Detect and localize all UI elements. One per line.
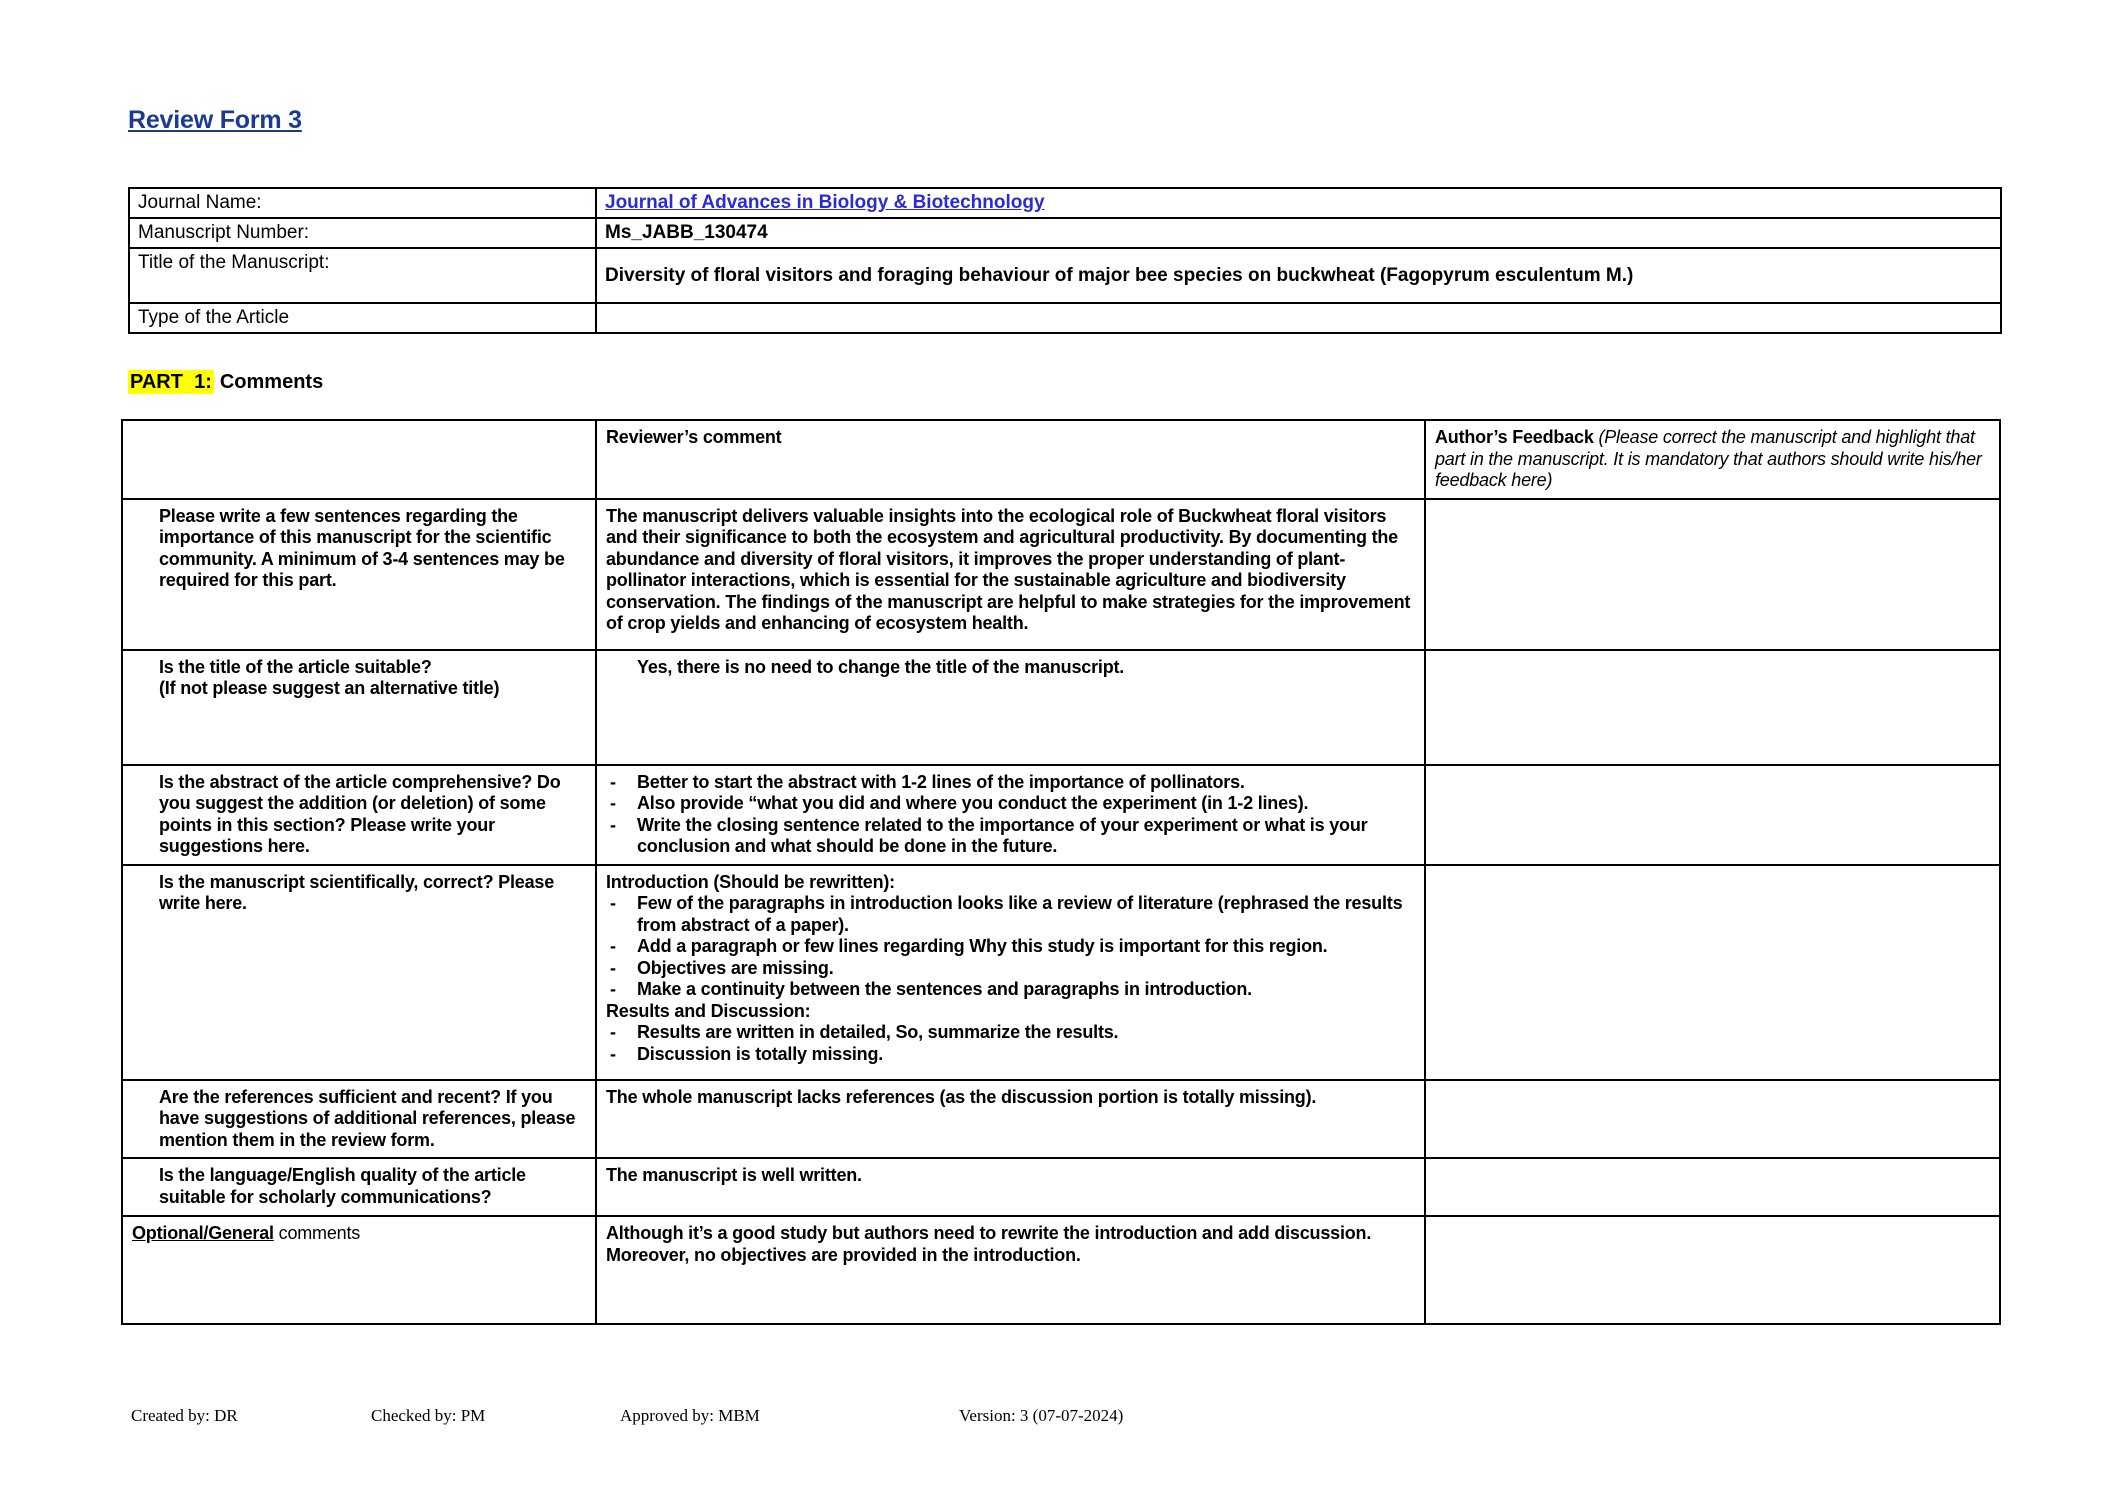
footer-version: Version: 3 (07-07-2024) (959, 1406, 1124, 1425)
header-question-cell (122, 420, 596, 499)
dash-bullet-icon: - (610, 957, 616, 978)
bullet-text: Add a paragraph or few lines regarding Why this study is important for this region. (637, 936, 1328, 956)
bullet-text: Better to start the abstract with 1-2 lines of the importance of pollinators. (637, 771, 1245, 792)
footer-checked-by: Checked by: PM (371, 1406, 486, 1425)
bullet-item (606, 793, 1415, 815)
feedback-cell (1425, 865, 2000, 1080)
question-optional-comments (122, 1216, 596, 1324)
bullet-text: Make a continuity between the sentences and paragraphs in introduction. (637, 979, 1252, 999)
table-row (129, 188, 2001, 218)
question-scientific: Is the manuscript scientifically, correct? Please write here. (122, 865, 596, 1080)
question-importance: Please write a few sentences regarding the importance of this manuscript for the scientific community. A minimum of 3-4 sentences may be required for this part. (122, 499, 596, 650)
feedback-cell (1425, 650, 2000, 765)
dash-bullet-icon: - (610, 1043, 616, 1064)
bullet-text: Few of the paragraphs in introduction looks like a review of literature (rephrased the results from abstract of a paper). (637, 893, 1403, 935)
bullet-text: Discussion is totally missing. (637, 1043, 884, 1064)
bullet-item (606, 958, 1415, 980)
bullet-text: Also provide “what you did and where you conduct the experiment (in 1-2 lines). (637, 793, 1309, 813)
comment-references: The whole manuscript lacks references (as the discussion portion is totally missing). (596, 1080, 1425, 1159)
dash-bullet-icon: - (610, 771, 616, 792)
footer-approved-by: Approved by: MBM (620, 1406, 760, 1425)
table-row (129, 218, 2001, 248)
bullet-text: Results are written in detailed, So, summarize the results. (637, 1022, 1119, 1042)
bullet-item (606, 815, 1415, 858)
manuscript-info-table (128, 187, 2002, 334)
dash-bullet-icon: - (610, 979, 616, 999)
dash-bullet-icon: - (610, 893, 616, 913)
header-feedback-cell (1425, 420, 2000, 499)
comment-text: Yes, there is no need to change the title of the manuscript. (637, 656, 1125, 677)
dash-bullet-icon: - (610, 936, 616, 956)
table-row (122, 765, 2000, 865)
article-type-value (596, 303, 2001, 333)
feedback-header-italic: (Please correct the manuscript and highlight that part in the manuscript. It is mandatory that authors should write his/her feedback here) (1435, 427, 1982, 490)
dash-bullet-icon: - (610, 814, 616, 835)
comment-importance: The manuscript delivers valuable insights into the ecological role of Buckwheat floral visitors and their significance to both the ecosystem and agricultural productivity. By documenting the abundance and diversity of floral visitors, it improves the proper understanding of plant-pollinator interactions, which is essential for the sustainable agriculture and biodiversity conservation. The findings of the manuscript are helpful to make strategies for the improvement of crop yields and enhancing of ecosystem health. (596, 499, 1425, 650)
bullet-item (606, 1044, 1415, 1066)
manuscript-number-label: Manuscript Number: (129, 218, 596, 248)
comment-abstract (596, 765, 1425, 865)
header-row (122, 420, 2000, 499)
part1-title: Comments (219, 371, 324, 393)
comment-title-suitable (596, 650, 1425, 765)
question-line: Is the title of the article suitable? (159, 656, 432, 677)
journal-name-link[interactable]: Journal of Advances in Biology & Biotechnology (605, 192, 1045, 213)
table-row (129, 248, 2001, 303)
comment-scientific (596, 865, 1425, 1080)
bullet-item (606, 772, 1415, 794)
table-row (122, 650, 2000, 765)
footer-created-by: Created by: DR (131, 1406, 238, 1425)
table-row (122, 865, 2000, 1080)
table-row (122, 1158, 2000, 1216)
review-comments-table (121, 419, 2001, 1325)
comment-section-heading: Results and Discussion: (606, 1000, 811, 1021)
journal-name-label: Journal Name: (129, 188, 596, 218)
comment-section-heading: Introduction (Should be rewritten): (606, 871, 895, 892)
table-row (129, 303, 2001, 333)
feedback-cell (1425, 1216, 2000, 1324)
optional-general-label: Optional/General (132, 1223, 274, 1243)
manuscript-title-label: Title of the Manuscript: (129, 248, 596, 303)
bullet-item (606, 893, 1415, 936)
feedback-header-bold: Author’s Feedback (1435, 427, 1594, 447)
bullet-item (606, 936, 1415, 958)
article-type-label: Type of the Article (129, 303, 596, 333)
feedback-cell (1425, 1158, 2000, 1216)
comment-optional: Although it’s a good study but authors need to rewrite the introduction and add discussion. Moreover, no objectives are provided in the introduction. (596, 1216, 1425, 1324)
question-references: Are the references sufficient and recent? If you have suggestions of additional references, please mention them in the review form. (122, 1080, 596, 1159)
dash-bullet-icon: - (610, 1022, 616, 1042)
bullet-text: Objectives are missing. (637, 957, 834, 978)
feedback-cell (1425, 1080, 2000, 1159)
table-row (122, 1080, 2000, 1159)
feedback-cell (1425, 499, 2000, 650)
bullet-item (606, 979, 1415, 1001)
table-row (122, 499, 2000, 650)
question-abstract: Is the abstract of the article comprehensive? Do you suggest the addition (or deletion) of some points in this section? Please write your suggestions here. (122, 765, 596, 865)
dash-bullet-icon: - (610, 793, 616, 813)
page-title: Review Form 3 (128, 106, 302, 134)
manuscript-title-value: Diversity of floral visitors and foraging behaviour of major bee species on buckwheat (Fagopyrum esculentum M.) (596, 248, 2001, 303)
comments-label: comments (273, 1223, 361, 1243)
part1-heading (128, 371, 323, 394)
question-line: (If not please suggest an alternative title) (159, 678, 500, 698)
comment-language: The manuscript is well written. (596, 1158, 1425, 1216)
bullet-item (606, 1022, 1415, 1044)
header-reviewer-cell: Reviewer’s comment (596, 420, 1425, 499)
feedback-cell (1425, 765, 2000, 865)
question-title-suitable (122, 650, 596, 765)
bullet-text: Write the closing sentence related to the importance of your experiment or what is your conclusion and what should be done in the future. (637, 814, 1368, 856)
question-language: Is the language/English quality of the article suitable for scholarly communications? (122, 1158, 596, 1216)
manuscript-number-value: Ms_JABB_130474 (596, 218, 2001, 248)
table-row (122, 1216, 2000, 1324)
part1-badge: PART 1: (130, 371, 212, 393)
